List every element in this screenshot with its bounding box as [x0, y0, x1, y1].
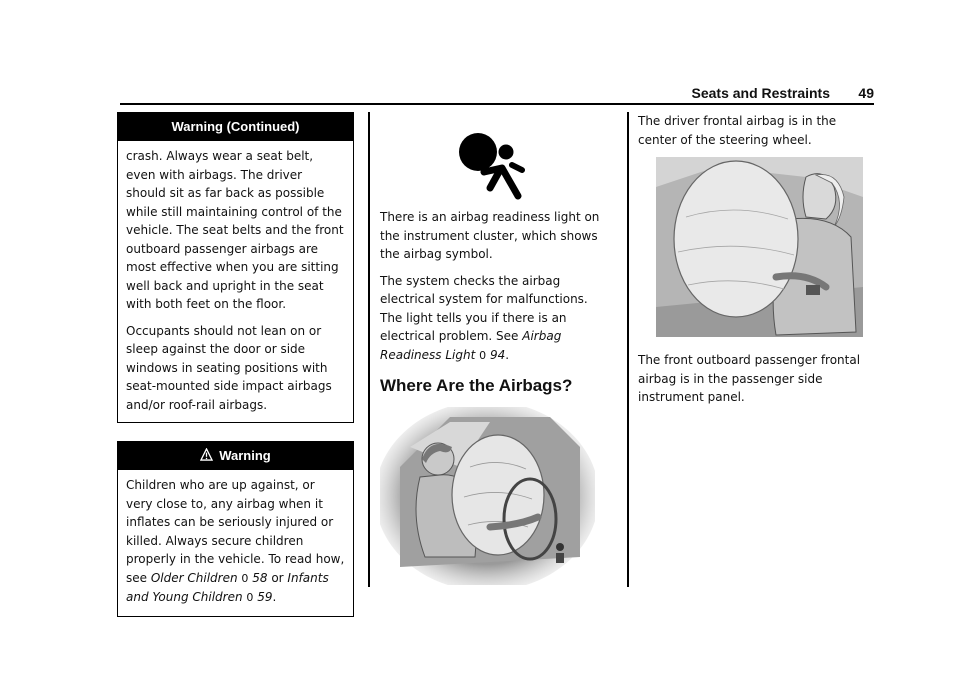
warning-children-text — [126, 476, 345, 608]
column-divider-1 — [368, 112, 370, 587]
header-rule — [120, 103, 874, 105]
airbag-light-paragraph: There is an airbag readiness light on the instrument cluster, which shows the airbag symbol. — [380, 210, 600, 261]
page-ref-58[interactable]: 58 — [252, 570, 268, 585]
driver-airbag-paragraph: The driver frontal airbag is in the center of the steering wheel. — [638, 114, 837, 147]
column-2 — [380, 112, 605, 585]
page-header — [120, 84, 874, 104]
column-3 — [638, 112, 862, 415]
warning-children-box — [117, 441, 354, 617]
section-heading: Where Are the Airbags? — [380, 376, 573, 395]
link-older-children[interactable]: Older Children — [150, 570, 238, 585]
airbag-readiness-icon — [456, 130, 536, 202]
warning-triangle-icon — [200, 442, 213, 470]
page-ref-59[interactable]: 59 — [257, 590, 273, 604]
warning-text: or — [267, 570, 288, 585]
column-1 — [117, 112, 354, 617]
xref-symbol: 0 — [241, 571, 249, 585]
warning-text: Children who are up against, or very close to, any airbag when it inflates can be seriously injured or killed. Always secure children properly in the vehicle. To read how, see — [126, 478, 345, 585]
warning-children-header — [118, 442, 353, 470]
warning-children-title: Warning — [219, 448, 271, 463]
section-title: Seats and Restraints — [691, 85, 830, 101]
xref-symbol: 0 — [479, 348, 487, 362]
link-infants-young-children[interactable]: Infants and Young Children — [126, 570, 329, 604]
warning-continued-paragraph: Occupants should not lean on or sleep against the door or side windows in seating positions with seat-mounted side impact airbags and/or roof-rail airbags. — [126, 323, 332, 412]
airbag-system-paragraph — [380, 272, 605, 366]
warning-continued-title: Warning (Continued) — [118, 113, 353, 141]
body-text: The system checks the airbag electrical system for malfunctions. The light tells you if there is an electrical problem. See — [380, 273, 588, 343]
xref-symbol: 0 — [246, 591, 254, 604]
link-airbag-readiness-light[interactable]: Airbag Readiness Light — [380, 329, 562, 362]
warning-continued-box — [117, 112, 354, 423]
body-text: . — [505, 347, 510, 362]
column-divider-2 — [627, 112, 629, 587]
airbag-symbol-area — [380, 112, 605, 208]
warning-continued-paragraph: crash. Always wear a seat belt, even with airbags. The driver should sit as far back as possible while still maintaining control of the vehicle. The seat belts and the front outboard passenger airbags are most effective when you are sitting well back and upright in the seat with both feet on the floor. — [126, 149, 344, 311]
driver-airbag-illustration — [380, 407, 595, 585]
passenger-airbag-illustration — [656, 157, 863, 337]
passenger-airbag-paragraph: The front outboard passenger frontal airbag is in the passenger side instrument panel. — [638, 353, 861, 404]
page-number: 49 — [858, 85, 874, 101]
warning-text: . — [272, 590, 277, 604]
page-ref-94[interactable]: 94 — [489, 347, 506, 362]
